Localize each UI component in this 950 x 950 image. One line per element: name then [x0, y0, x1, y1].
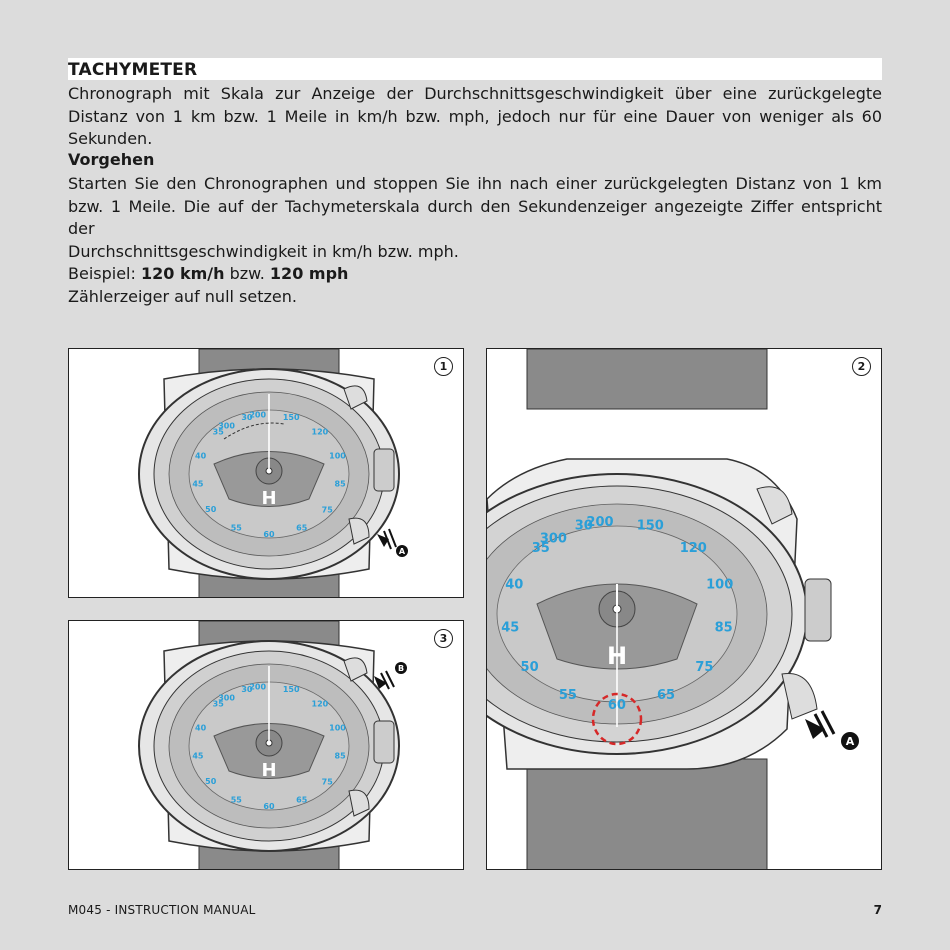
pulsometer-number: 200	[249, 682, 267, 692]
pulsometer-number: 55	[230, 795, 242, 805]
pulsometer-number: 75	[321, 777, 333, 787]
pulsometer-number: 50	[205, 777, 217, 787]
intro-paragraph: Chronograph mit Skala zur Anzeige der Durchschnittsgeschwindigkeit über eine zurückgelegte Distanz von 1 km bzw. 1 Meile in km/h bzw. mph, jedoch nur für eine Dauer von weniger als 60 Sekunden.	[68, 84, 882, 148]
pulsometer-number: 45	[501, 620, 520, 636]
pulsometer-number: 200	[586, 515, 614, 531]
example-label: Beispiel:	[68, 264, 141, 283]
example-mid: bzw.	[224, 264, 270, 283]
procedure-heading: Vorgehen	[68, 150, 155, 169]
pulsometer-number: 30	[574, 518, 593, 534]
pulsometer-number: 65	[296, 795, 308, 805]
pulsometer-number: 50	[205, 505, 217, 515]
figure-number-2: 2	[852, 357, 871, 376]
example-kmh: 120 km/h	[140, 264, 225, 283]
pulsometer-number: 35	[212, 427, 224, 437]
procedure-line-1: Starten Sie den Chronographen und stoppen Sie ihn nach einer zurückgelegten Distanz von 1 km	[68, 174, 882, 193]
pulsometer-number: 55	[558, 687, 577, 703]
pulsometer-number: 300	[218, 421, 235, 431]
pulsometer-number: 60	[263, 802, 275, 811]
pulsometer-number: 85	[334, 479, 346, 489]
svg-text:H: H	[606, 642, 628, 670]
pulsometer-number: 150	[282, 684, 300, 694]
pulsometer-number: 150	[282, 412, 300, 422]
pulsometer-number: 45	[192, 751, 204, 761]
pulsometer-number: 40	[195, 723, 207, 733]
example-mph: 120 mph	[269, 264, 349, 283]
page-number: 7	[873, 903, 882, 917]
pulsometer-number: 200	[249, 410, 267, 420]
pulsometer-number: 40	[195, 451, 207, 461]
pulsometer-number: 120	[679, 540, 707, 556]
procedure-line-2: bzw. 1 Meile. Die auf der Tachymeterskala durch den Sekundenzeiger angezeigte Ziffer entspricht der	[68, 196, 882, 238]
pulsometer-number: 300	[218, 693, 235, 703]
pulsometer-number: 100	[329, 723, 346, 733]
pusher-letter-3: B	[397, 664, 405, 673]
section-title: TACHYMETER	[68, 60, 198, 80]
pusher-letter-2: A	[845, 735, 855, 748]
watch-illustration-3	[69, 621, 464, 870]
pulsometer-number: 75	[695, 660, 714, 676]
pulsometer-number: 100	[706, 577, 734, 593]
pulsometer-number: 150	[636, 518, 664, 534]
pulsometer-number: 30	[241, 412, 253, 422]
pulsometer-number: 120	[311, 699, 329, 709]
watch-illustration-1	[69, 349, 464, 598]
pulsometer-number: 60	[607, 698, 626, 713]
figure-1-panel	[68, 348, 464, 598]
pulsometer-number: 120	[311, 427, 329, 437]
pulsometer-number: 100	[329, 451, 346, 461]
reset-line: Zählerzeiger auf null setzen.	[68, 286, 297, 306]
pulsometer-number: 300	[539, 531, 567, 547]
pulsometer-number: 85	[334, 751, 346, 761]
pulsometer-number: 30	[241, 684, 253, 694]
pulsometer-number: 45	[192, 479, 204, 489]
figure-number-3: 3	[434, 629, 453, 648]
footer-manual-title: M045 - INSTRUCTION MANUAL	[68, 903, 256, 917]
svg-text:H: H	[261, 760, 277, 781]
pulsometer-number: 60	[263, 530, 275, 539]
figure-3-panel	[68, 620, 464, 870]
pulsometer-number: 35	[212, 699, 224, 709]
pulsometer-number: 35	[531, 540, 550, 556]
procedure-line-3: Durchschnittsgeschwindigkeit in km/h bzw. mph.	[68, 241, 459, 261]
pulsometer-number: 65	[656, 688, 676, 703]
figure-2-panel	[486, 348, 882, 870]
watch-illustration-2	[487, 349, 882, 870]
pulsometer-number: 50	[520, 660, 539, 675]
pulsometer-number: 65	[296, 523, 308, 533]
pusher-letter-1: A	[398, 547, 406, 556]
example-line	[68, 263, 882, 286]
logo-text: H	[261, 488, 277, 509]
pulsometer-number: 55	[230, 523, 242, 533]
pulsometer-number: 40	[505, 577, 524, 593]
procedure-paragraph	[68, 173, 882, 308]
pulsometer-number: 85	[714, 620, 733, 636]
figure-number-1: 1	[434, 357, 453, 376]
pulsometer-number: 75	[321, 505, 333, 515]
